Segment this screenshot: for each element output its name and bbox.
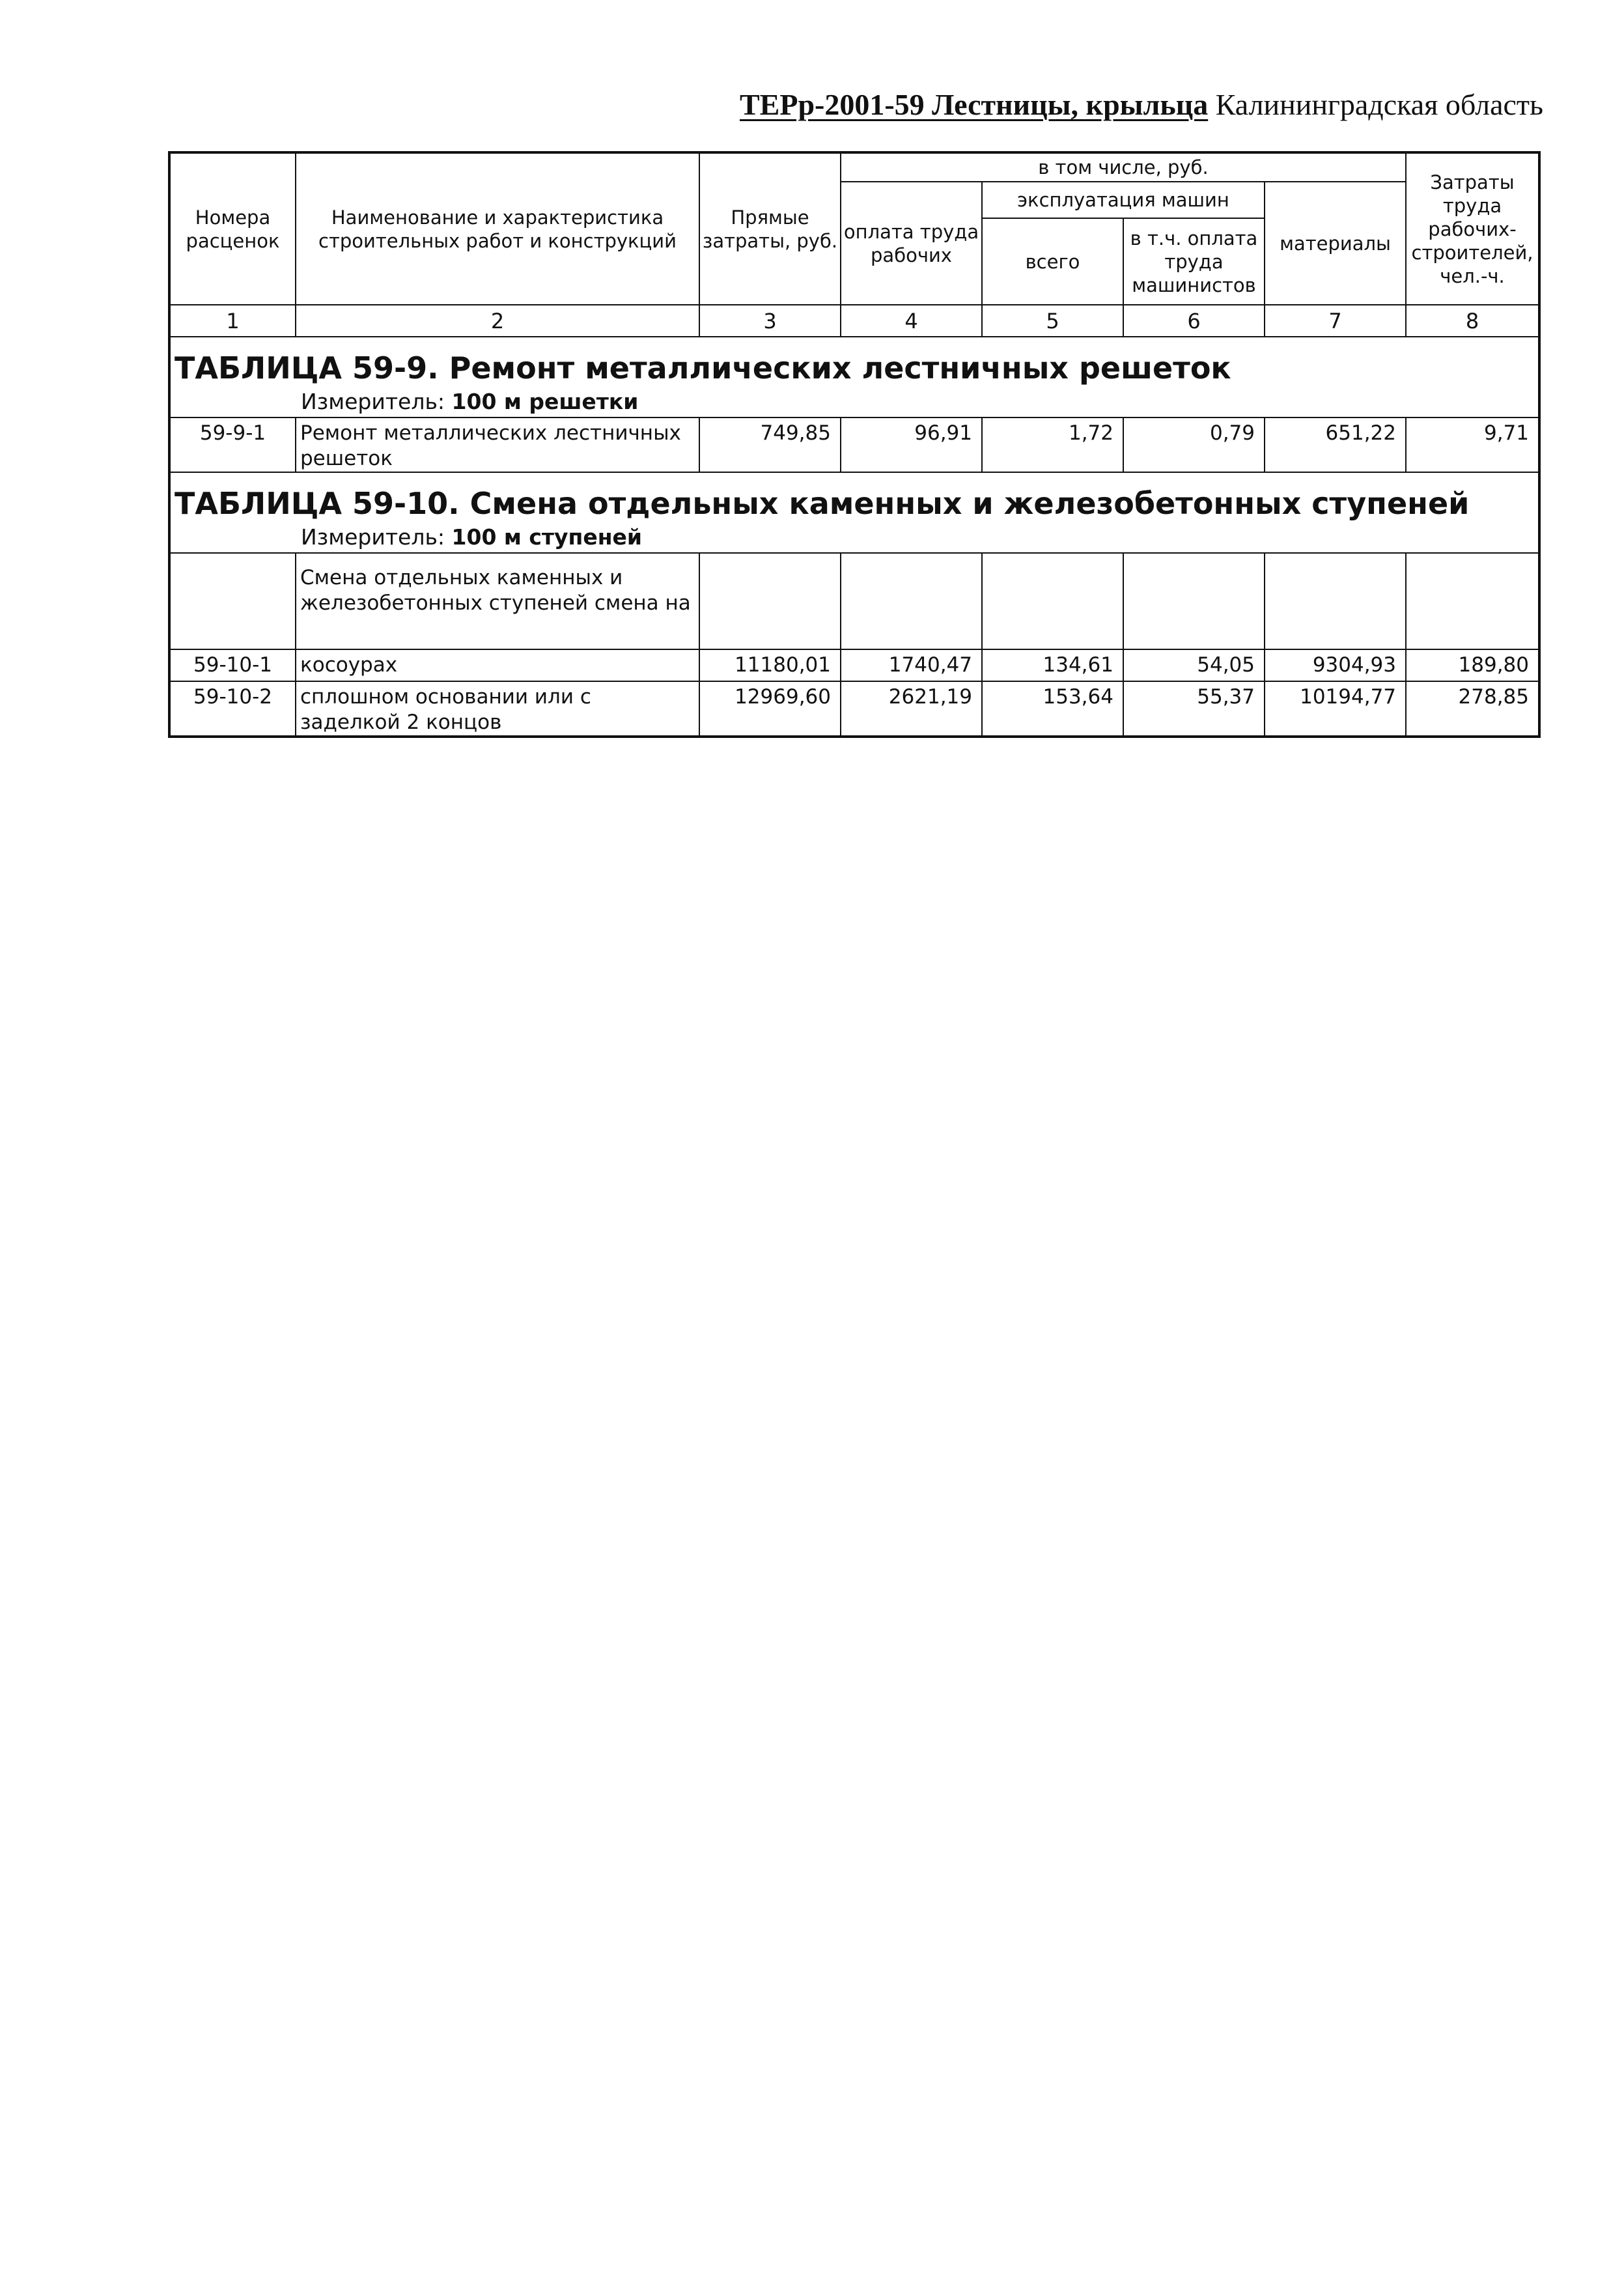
- machines-total: 153,64: [982, 681, 1123, 737]
- materials: 10194,77: [1265, 681, 1406, 737]
- group-caption: Смена отдельных каменных и железобетонных ступеней смена на: [296, 553, 699, 649]
- header-materials: материалы: [1265, 182, 1406, 305]
- header-name: Наименование и характеристика строительных работ и конструкций: [296, 152, 699, 305]
- section-meter-row: [169, 386, 1539, 417]
- materials: 651,22: [1265, 417, 1406, 472]
- table-row: [169, 649, 1539, 681]
- column-number: 3: [699, 305, 841, 337]
- header-direct-costs: Прямые затраты, руб.: [699, 152, 841, 305]
- rate-code: 59-9-1: [169, 417, 296, 472]
- wages: 1740,47: [841, 649, 982, 681]
- meter-value: 100 м ступеней: [451, 524, 643, 550]
- section-title: ТАБЛИЦА 59-9. Ремонт металлических лестничных решеток: [169, 337, 1539, 386]
- column-number: 6: [1123, 305, 1265, 337]
- column-number: 7: [1265, 305, 1406, 337]
- machinists-wages: 55,37: [1123, 681, 1265, 737]
- column-number: 5: [982, 305, 1123, 337]
- rate-name: косоурах: [296, 649, 699, 681]
- labor: 278,85: [1406, 681, 1539, 737]
- section-meter-row: [169, 521, 1539, 553]
- section-title-row: [169, 472, 1539, 521]
- column-numbers-row: [169, 305, 1539, 337]
- column-number: 2: [296, 305, 699, 337]
- rate-name: сплошном основании или с заделкой 2 концов: [296, 681, 699, 737]
- direct-costs: 749,85: [699, 417, 841, 472]
- rate-code: 59-10-1: [169, 649, 296, 681]
- rate-name: Ремонт металлических лестничных решеток: [296, 417, 699, 472]
- meter-label: Измеритель:: [301, 388, 445, 414]
- meter-label: Измеритель:: [301, 524, 445, 550]
- document-header: [740, 90, 1543, 120]
- column-number: 1: [169, 305, 296, 337]
- rates-table: [168, 151, 1541, 738]
- header-code: Номера расценок: [169, 152, 296, 305]
- group-caption-row: [169, 553, 1539, 649]
- table-row: [169, 681, 1539, 737]
- section-title: ТАБЛИЦА 59-10. Смена отдельных каменных и железобетонных ступеней: [169, 472, 1539, 521]
- section-meter: [169, 386, 1539, 417]
- collection-code: ТЕРр-2001-59 Лестницы, крыльца: [740, 88, 1209, 121]
- machines-total: 1,72: [982, 417, 1123, 472]
- header-machines: эксплуатация машин: [982, 182, 1265, 218]
- direct-costs: 11180,01: [699, 649, 841, 681]
- header-machines-total: всего: [982, 218, 1123, 305]
- wages: 2621,19: [841, 681, 982, 737]
- materials: 9304,93: [1265, 649, 1406, 681]
- header-wages: оплата труда рабочих: [841, 182, 982, 305]
- table-row: [169, 417, 1539, 472]
- header-labor: Затраты труда рабочих-строителей, чел.-ч.: [1406, 152, 1539, 305]
- header-including: в том числе, руб.: [841, 152, 1406, 182]
- header-machinists-wages: в т.ч. оплата труда машинистов: [1123, 218, 1265, 305]
- direct-costs: 12969,60: [699, 681, 841, 737]
- region-name: Калининградская область: [1215, 88, 1543, 121]
- table-header: [169, 152, 1539, 337]
- machinists-wages: 54,05: [1123, 649, 1265, 681]
- section-title-row: [169, 337, 1539, 386]
- column-number: 4: [841, 305, 982, 337]
- column-number: 8: [1406, 305, 1539, 337]
- labor: 9,71: [1406, 417, 1539, 472]
- labor: 189,80: [1406, 649, 1539, 681]
- section-meter: [169, 521, 1539, 553]
- meter-value: 100 м решетки: [451, 388, 639, 414]
- rate-code: 59-10-2: [169, 681, 296, 737]
- wages: 96,91: [841, 417, 982, 472]
- machinists-wages: 0,79: [1123, 417, 1265, 472]
- machines-total: 134,61: [982, 649, 1123, 681]
